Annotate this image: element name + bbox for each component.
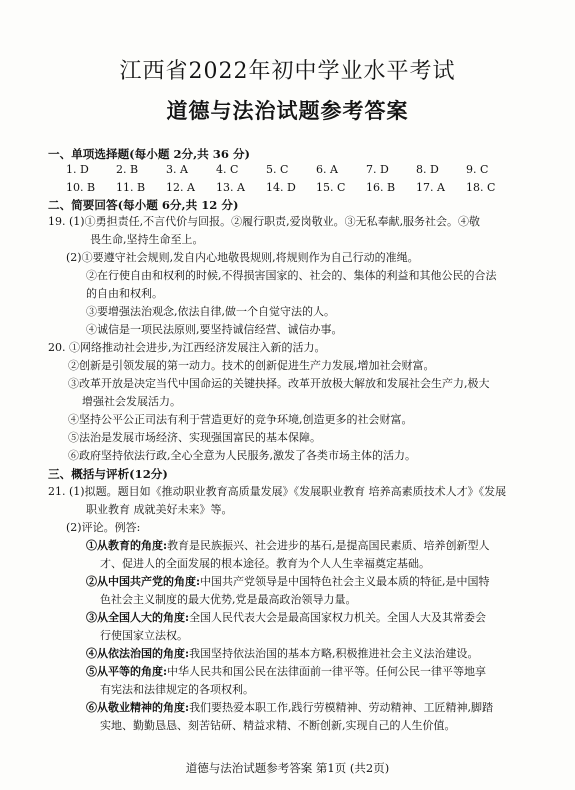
mc-answer: 12. A — [166, 181, 195, 194]
mc-answer: 6. A — [316, 163, 338, 176]
answer-line: ②在行使自由和权利的时候,不得损害国家的、社会的、集体的利益和其他公民的合法 — [86, 269, 497, 282]
answer-line: 畏生命,坚持生命至上。 — [90, 233, 204, 246]
mc-answer: 16. B — [366, 181, 396, 194]
exam-title: 江西省2022年初中学业水平考试 — [119, 59, 456, 84]
answer-line: (2)评论。例答: — [66, 521, 141, 534]
answer-line: 20. ①网络推动社会进步,为江西经济发展注入新的活力。 — [48, 341, 326, 354]
answer-line: 增强社会发展活力。 — [82, 395, 181, 408]
answer-line: ①从教育的角度:教育是民族振兴、社会进步的基石,是提高国民素质、培养创新型人 — [86, 539, 490, 552]
answer-line: 行使国家立法权。 — [100, 629, 188, 642]
mc-answer: 3. A — [166, 163, 188, 176]
answer-line: ④坚持公平公正司法有利于营造更好的竞争环境,创造更多的社会财富。 — [68, 413, 413, 426]
mc-answer: 7. D — [366, 163, 389, 176]
mc-answer: 8. D — [416, 163, 439, 176]
perspective-heading: ①从教育的角度: — [86, 539, 168, 552]
answer-line: 19. (1)①勇担责任,不言代价与回报。②履行职责,爱岗敬业。③无私奉献,服务社会。④敬 — [48, 215, 481, 228]
answer-line: 21. (1)拟题。题目如《推动职业教育高质量发展》《发展职业教育 培养高素质技术人才》《发展 — [48, 485, 507, 498]
answer-line: ⑥从敬业精神的角度:我们要热爱本职工作,践行劳模精神、劳动精神、工匠精神,脚踏 — [86, 701, 494, 714]
mc-answer: 9. C — [466, 163, 489, 176]
mc-answer: 17. A — [416, 181, 445, 194]
answer-line: ⑤从平等的角度:中华人民共和国公民在法律面前一律平等。任何公民一律平等地享 — [86, 665, 487, 678]
section-3-heading: 三、概括与评析(12分) — [48, 467, 168, 481]
section-2-heading: 二、简要回答(每小题 6分,共 12 分) — [48, 198, 239, 212]
answer-line: ③改革开放是决定当代中国命运的关键抉择。改革开放极大解放和发展社会生产力,极大 — [68, 377, 490, 390]
answer-line: ③从全国人大的角度:全国人民代表大会是最高国家权力机关。全国人大及其常委会 — [86, 611, 487, 624]
mc-answer: 11. B — [116, 181, 146, 194]
answer-line: 才、促进人的全面发展的根本途径。教育为个人人生幸福奠定基础。 — [100, 557, 430, 570]
mc-answer: 15. C — [316, 181, 346, 194]
mc-answer: 14. D — [266, 181, 296, 194]
answer-line: 职业教育 成就美好未来》等。 — [86, 503, 233, 516]
answer-line: ④从依法治国的角度:我国坚持依法治国的基本方略,积极推进社会主义法治建设。 — [86, 647, 479, 660]
answer-line: ②从中国共产党的角度:中国共产党领导是中国特色社会主义最本质的特征,是中国特 — [86, 575, 490, 588]
mc-answer: 5. C — [266, 163, 289, 176]
answer-line: 的自由和权利。 — [86, 287, 163, 300]
answer-line: ③要增强法治观念,依法自律,做一个自觉守法的人。 — [86, 305, 335, 318]
mc-answer: 10. B — [66, 181, 96, 194]
mc-answer: 18. C — [466, 181, 496, 194]
answer-line: 实地、勤勤恳恳、刻苦钻研、精益求精、不断创新,实现自己的人生价值。 — [100, 719, 456, 732]
mc-answer: 2. B — [116, 163, 139, 176]
answer-line: ⑤法治是发展市场经济、实现强国富民的基本保障。 — [68, 431, 321, 444]
perspective-heading: ⑥从敬业精神的角度: — [86, 701, 190, 714]
mc-answer: 13. A — [216, 181, 245, 194]
perspective-heading: ②从中国共产党的角度: — [86, 575, 201, 588]
page-footer: 道德与法治试题参考答案 第1页 (共2页) — [185, 761, 390, 775]
document-title: 道德与法治试题参考答案 — [166, 98, 409, 123]
mc-answer-row-1 — [66, 163, 516, 176]
mc-answer-row-2 — [66, 181, 516, 194]
answer-line: (2)①要遵守社会规则,发自内心地敬畏规则,将规则作为自己行动的准绳。 — [66, 251, 419, 264]
answer-line: 色社会主义制度的最大优势,党是最高政治领导力量。 — [100, 593, 357, 606]
mc-answer: 1. D — [66, 163, 89, 176]
answer-line: ④诚信是一项民法原则,要坚持诚信经营、诚信办事。 — [86, 323, 343, 336]
mc-answer: 4. C — [216, 163, 239, 176]
perspective-heading: ④从依法治国的角度: — [86, 647, 190, 660]
answer-line: 有宪法和法律规定的各项权利。 — [100, 683, 254, 696]
perspective-heading: ⑤从平等的角度: — [86, 665, 168, 678]
perspective-heading: ③从全国人大的角度: — [86, 611, 190, 624]
section-1-heading: 一、单项选择题(每小题 2分,共 36 分) — [48, 147, 251, 161]
answer-line: ②创新是引领发展的第一动力。技术的创新促进生产力发展,增加社会财富。 — [68, 359, 435, 372]
answer-line: ⑥政府坚持依法行政,全心全意为人民服务,激发了各类市场主体的活力。 — [68, 449, 416, 462]
